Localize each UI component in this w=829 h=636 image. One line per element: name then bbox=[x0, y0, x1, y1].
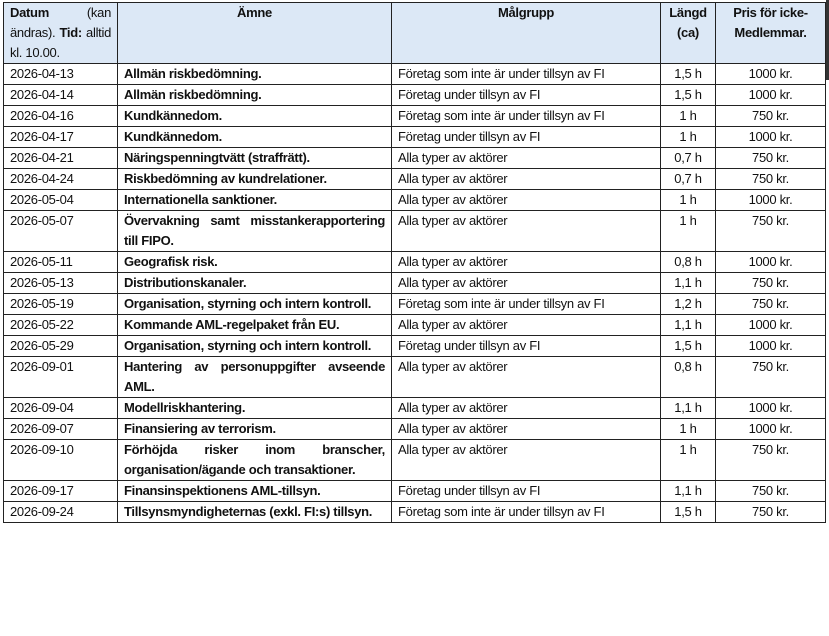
price-cell: 1000 kr. bbox=[716, 336, 826, 357]
date-cell: 2026-09-24 bbox=[4, 502, 118, 523]
date-cell: 2026-05-19 bbox=[4, 294, 118, 315]
price-cell: 750 kr. bbox=[716, 294, 826, 315]
subject-cell: Finansiering av terrorism. bbox=[118, 419, 392, 440]
table-row bbox=[4, 211, 826, 252]
date-cell: 2026-05-11 bbox=[4, 252, 118, 273]
target-cell: Företag under tillsyn av FI bbox=[392, 481, 661, 502]
price-cell: 1000 kr. bbox=[716, 398, 826, 419]
length-cell: 1,5 h bbox=[661, 85, 716, 106]
price-cell: 1000 kr. bbox=[716, 315, 826, 336]
target-cell: Företag under tillsyn av FI bbox=[392, 127, 661, 148]
date-cell: 2026-05-04 bbox=[4, 190, 118, 211]
length-cell: 0,7 h bbox=[661, 169, 716, 190]
price-cell: 750 kr. bbox=[716, 502, 826, 523]
table-row bbox=[4, 148, 826, 169]
subject-cell: Kundkännedom. bbox=[118, 127, 392, 148]
target-cell: Alla typer av aktörer bbox=[392, 190, 661, 211]
length-cell: 1 h bbox=[661, 190, 716, 211]
subject-cell: Kundkännedom. bbox=[118, 106, 392, 127]
header-datum: Datum (kan ändras). Tid: alltid kl. 10.00. bbox=[4, 3, 118, 64]
table-row bbox=[4, 190, 826, 211]
target-cell: Alla typer av aktörer bbox=[392, 273, 661, 294]
table-row bbox=[4, 106, 826, 127]
table-row bbox=[4, 398, 826, 419]
length-cell: 1,1 h bbox=[661, 481, 716, 502]
target-cell: Alla typer av aktörer bbox=[392, 357, 661, 398]
header-langd: Längd (ca) bbox=[661, 3, 716, 64]
date-cell: 2026-09-10 bbox=[4, 440, 118, 481]
subject-cell: Allmän riskbedömning. bbox=[118, 85, 392, 106]
price-cell: 1000 kr. bbox=[716, 419, 826, 440]
date-cell: 2026-05-29 bbox=[4, 336, 118, 357]
table-row bbox=[4, 357, 826, 398]
table-row bbox=[4, 273, 826, 294]
subject-cell: Näringspenningtvätt (straffrätt). bbox=[118, 148, 392, 169]
subject-cell: Geografisk risk. bbox=[118, 252, 392, 273]
table-row bbox=[4, 336, 826, 357]
date-cell: 2026-09-17 bbox=[4, 481, 118, 502]
subject-cell: Tillsynsmyndigheternas (exkl. FI:s) tillsyn. bbox=[118, 502, 392, 523]
table-row bbox=[4, 481, 826, 502]
price-cell: 750 kr. bbox=[716, 148, 826, 169]
price-cell: 1000 kr. bbox=[716, 252, 826, 273]
length-cell: 0,8 h bbox=[661, 252, 716, 273]
price-cell: 750 kr. bbox=[716, 106, 826, 127]
length-cell: 1 h bbox=[661, 419, 716, 440]
subject-cell: Övervakning samt misstankerapportering till FIPO. bbox=[118, 211, 392, 252]
length-cell: 1,1 h bbox=[661, 315, 716, 336]
header-malgrupp: Målgrupp bbox=[392, 3, 661, 64]
length-cell: 1 h bbox=[661, 440, 716, 481]
subject-cell: Riskbedömning av kundrelationer. bbox=[118, 169, 392, 190]
course-schedule-table bbox=[3, 2, 826, 523]
subject-cell: Förhöjda risker inom branscher, organisation/ägande och transaktioner. bbox=[118, 440, 392, 481]
date-cell: 2026-09-04 bbox=[4, 398, 118, 419]
length-cell: 1,2 h bbox=[661, 294, 716, 315]
length-cell: 1 h bbox=[661, 211, 716, 252]
target-cell: Företag under tillsyn av FI bbox=[392, 336, 661, 357]
table-row bbox=[4, 252, 826, 273]
length-cell: 1 h bbox=[661, 127, 716, 148]
subject-cell: Distributionskanaler. bbox=[118, 273, 392, 294]
subject-cell: Internationella sanktioner. bbox=[118, 190, 392, 211]
subject-cell: Organisation, styrning och intern kontroll. bbox=[118, 336, 392, 357]
date-cell: 2026-05-13 bbox=[4, 273, 118, 294]
length-cell: 1,1 h bbox=[661, 398, 716, 419]
price-cell: 1000 kr. bbox=[716, 127, 826, 148]
price-cell: 750 kr. bbox=[716, 357, 826, 398]
price-cell: 750 kr. bbox=[716, 211, 826, 252]
subject-cell: Hantering av personuppgifter avseende AML. bbox=[118, 357, 392, 398]
table-row bbox=[4, 440, 826, 481]
date-cell: 2026-04-17 bbox=[4, 127, 118, 148]
target-cell: Företag som inte är under tillsyn av FI bbox=[392, 106, 661, 127]
subject-cell: Allmän riskbedömning. bbox=[118, 64, 392, 85]
target-cell: Alla typer av aktörer bbox=[392, 148, 661, 169]
price-cell: 750 kr. bbox=[716, 440, 826, 481]
target-cell: Företag som inte är under tillsyn av FI bbox=[392, 64, 661, 85]
table-row bbox=[4, 294, 826, 315]
date-cell: 2026-09-07 bbox=[4, 419, 118, 440]
date-cell: 2026-05-07 bbox=[4, 211, 118, 252]
date-cell: 2026-04-24 bbox=[4, 169, 118, 190]
table-row bbox=[4, 64, 826, 85]
subject-cell: Finansinspektionens AML-tillsyn. bbox=[118, 481, 392, 502]
table-row bbox=[4, 169, 826, 190]
table-row bbox=[4, 127, 826, 148]
length-cell: 1,5 h bbox=[661, 336, 716, 357]
header-pris: Pris för icke-Medlemmar. bbox=[716, 3, 826, 64]
target-cell: Alla typer av aktörer bbox=[392, 252, 661, 273]
target-cell: Företag som inte är under tillsyn av FI bbox=[392, 294, 661, 315]
price-cell: 750 kr. bbox=[716, 273, 826, 294]
date-cell: 2026-04-16 bbox=[4, 106, 118, 127]
date-cell: 2026-09-01 bbox=[4, 357, 118, 398]
length-cell: 0,8 h bbox=[661, 357, 716, 398]
price-cell: 1000 kr. bbox=[716, 85, 826, 106]
date-cell: 2026-04-13 bbox=[4, 64, 118, 85]
length-cell: 1,1 h bbox=[661, 273, 716, 294]
subject-cell: Modellriskhantering. bbox=[118, 398, 392, 419]
target-cell: Alla typer av aktörer bbox=[392, 315, 661, 336]
date-cell: 2026-04-14 bbox=[4, 85, 118, 106]
table-row bbox=[4, 315, 826, 336]
subject-cell: Organisation, styrning och intern kontroll. bbox=[118, 294, 392, 315]
price-cell: 750 kr. bbox=[716, 169, 826, 190]
target-cell: Alla typer av aktörer bbox=[392, 440, 661, 481]
price-cell: 1000 kr. bbox=[716, 190, 826, 211]
length-cell: 0,7 h bbox=[661, 148, 716, 169]
table-row bbox=[4, 419, 826, 440]
target-cell: Företag under tillsyn av FI bbox=[392, 85, 661, 106]
subject-cell: Kommande AML-regelpaket från EU. bbox=[118, 315, 392, 336]
length-cell: 1 h bbox=[661, 106, 716, 127]
length-cell: 1,5 h bbox=[661, 64, 716, 85]
price-cell: 1000 kr. bbox=[716, 64, 826, 85]
header-row bbox=[4, 3, 826, 64]
header-amne: Ämne bbox=[118, 3, 392, 64]
length-cell: 1,5 h bbox=[661, 502, 716, 523]
table-row bbox=[4, 502, 826, 523]
target-cell: Företag som inte är under tillsyn av FI bbox=[392, 502, 661, 523]
date-cell: 2026-05-22 bbox=[4, 315, 118, 336]
target-cell: Alla typer av aktörer bbox=[392, 398, 661, 419]
target-cell: Alla typer av aktörer bbox=[392, 211, 661, 252]
target-cell: Alla typer av aktörer bbox=[392, 419, 661, 440]
table-row bbox=[4, 85, 826, 106]
price-cell: 750 kr. bbox=[716, 481, 826, 502]
target-cell: Alla typer av aktörer bbox=[392, 169, 661, 190]
date-cell: 2026-04-21 bbox=[4, 148, 118, 169]
